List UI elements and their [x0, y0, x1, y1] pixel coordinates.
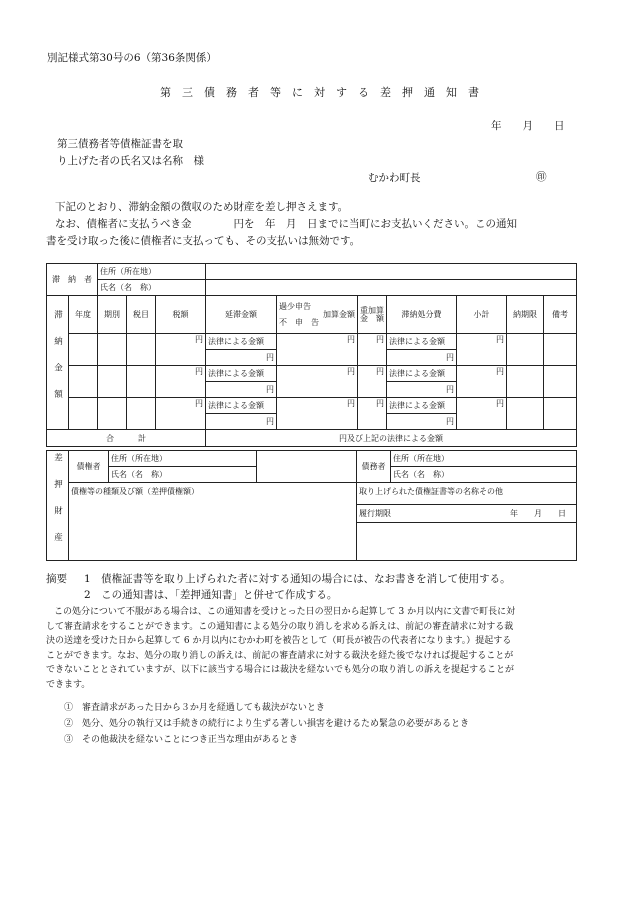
subtotal-yen: 円 — [457, 334, 507, 366]
taxpayer-name-value — [206, 280, 577, 296]
summary-label: 摘要 — [46, 573, 67, 585]
header-disposal-fee: 滞納処分費 — [387, 296, 457, 334]
sender-name: むかわ町長 — [368, 172, 421, 184]
heavy-yen: 円 — [358, 334, 387, 366]
header-subtotal: 小計 — [457, 296, 507, 334]
performance-date: 年 月 日 — [510, 509, 566, 518]
condition-item: ① 審査請求があった日から３か月を経過しても裁決がないとき — [64, 703, 325, 713]
total-text: 円及び上記の法律による金額 — [206, 430, 577, 447]
delinquency-legal: 法律による金額 — [206, 334, 277, 350]
seal-mark: ㊞ — [536, 171, 547, 183]
creditor-label: 債権者 — [69, 451, 109, 483]
header-tax-amount: 税額 — [156, 296, 206, 334]
recipient-line-2: り上げた者の氏名又は名称 様 — [57, 155, 204, 167]
fee-yen: 円 — [387, 414, 457, 430]
performance-deadline-row — [357, 505, 577, 523]
body-line-2: なお、債権者に支払うべき金 円を 年 月 日までに当町にお支払いください。この通知 — [55, 218, 517, 230]
page-title: 第 三 債 務 者 等 に 対 す る 差 押 通 知 書 — [160, 86, 479, 99]
header-delinquency: 延滞金額 — [206, 296, 277, 334]
delinquency-legal: 法律による金額 — [206, 366, 277, 382]
delinquency-yen: 円 — [206, 350, 277, 366]
arrears-label: 滞納金額 — [47, 296, 69, 430]
header-tax-item: 税目 — [127, 296, 156, 334]
header-year: 年度 — [69, 296, 98, 334]
delinquency-yen: 円 — [206, 382, 277, 398]
appeal-line: できます。 — [46, 679, 91, 690]
fee-yen: 円 — [387, 350, 457, 366]
form-reference: 別記様式第30号の6（第36条関係） — [47, 52, 217, 64]
appeal-notice-cont — [46, 620, 514, 693]
seizure-label: 差押財産 — [47, 451, 69, 561]
fee-yen: 円 — [387, 382, 457, 398]
certificate-name-label: 取り上げられた債権証書等の名称その他 — [357, 483, 577, 505]
arrears-table — [46, 263, 577, 447]
condition-item: ② 処分、処分の執行又は手続きの続行により生ずる著しい損害を避けるため緊急の必要があるとき — [64, 719, 470, 729]
appeal-notice — [54, 605, 515, 620]
header-remarks: 備考 — [544, 296, 577, 334]
creditor-address-label: 住所（所在地） — [109, 451, 257, 467]
claim-kind-label: 債権等の種類及び額（差押債権額） — [69, 483, 357, 561]
condition-list — [64, 700, 469, 748]
condition-item: ③ その他裁決を経ないことにつき正当な理由があるとき — [64, 735, 298, 745]
fee-legal: 法律による金額 — [387, 398, 457, 414]
performance-deadline-label: 履行期限 — [359, 509, 391, 518]
header-period: 期別 — [98, 296, 127, 334]
tax-amount-yen: 円 — [156, 398, 206, 430]
debtor-name-label: 氏名（名 称） — [391, 467, 577, 483]
heavy-yen: 円 — [358, 366, 387, 398]
heavy-yen: 円 — [358, 398, 387, 430]
appeal-line: できないこととされていますが、以下に該当する場合には裁決を経ないでも処分の取り消しの訴えを提起することが — [46, 665, 515, 675]
taxpayer-label: 滞 納 者 — [47, 264, 98, 296]
appeal-line: して審査請求をすることができます。この通知書による処分の取り消しを求める訴えは、前記の審査請求に対する裁 — [46, 621, 514, 632]
fee-legal: 法律による金額 — [387, 334, 457, 350]
subtotal-yen: 円 — [457, 366, 507, 398]
creditor-name-label: 氏名（名 称） — [109, 467, 257, 483]
underreport-yen: 円 — [277, 366, 358, 398]
table-row — [47, 334, 577, 350]
delinquency-yen: 円 — [206, 414, 277, 430]
taxpayer-name-label: 氏名（名 称） — [98, 280, 206, 296]
header-heavy-penalty: 重加算 金 額 — [358, 296, 387, 334]
body-line-1: 下記のとおり、滞納金額の徴収のため財産を差し押さえます。 — [55, 201, 349, 213]
debtor-label: 債務者 — [357, 451, 391, 483]
taxpayer-address-value — [206, 264, 577, 280]
fee-legal: 法律による金額 — [387, 366, 457, 382]
subtotal-yen: 円 — [457, 398, 507, 430]
tax-amount-yen: 円 — [156, 366, 206, 398]
debtor-address-label: 住所（所在地） — [391, 451, 577, 467]
delinquency-legal: 法律による金額 — [206, 398, 277, 414]
header-deadline: 納期限 — [507, 296, 544, 334]
taxpayer-address-label: 住所（所在地） — [98, 264, 206, 280]
underreport-yen: 円 — [277, 334, 358, 366]
summary-note-1: 1 債権証書等を取り上げられた者に対する通知の場合には、なお書きを消して使用する。 — [84, 573, 511, 585]
seizure-table — [46, 450, 577, 561]
recipient-line-1: 第三債務者等債権証書を取 — [57, 138, 183, 150]
tax-amount-yen: 円 — [156, 334, 206, 366]
appeal-line: ことができます。なお、処分の取り消しの訴えは、前記の審査請求に対する裁決を経た後でなければ提起することが — [46, 650, 514, 661]
underreport-yen: 円 — [277, 398, 358, 430]
summary-note-2: 2 この通知書は、「差押通知書」と併せて作成する。 — [84, 589, 338, 601]
table-row — [47, 398, 577, 414]
appeal-line: この処分について不服がある場合は、この通知書を受けとった日の翌日から起算して 3 か月以内に文書で町長に対 — [54, 607, 516, 617]
table-row — [47, 366, 577, 382]
total-label: 合 計 — [47, 430, 206, 447]
header-underreport: 過少申告 加算金額 不 申 告 — [277, 296, 358, 334]
appeal-line: 決の送達を受けた日から起算して 6 か月以内にむかわ町を被告として（町長が被告の代表者になります。）提起する — [46, 636, 512, 646]
body-line-3: 書を受け取った後に債権者に支払っても、その支払いは無効です。 — [46, 235, 361, 247]
date-line: 年 月 日 — [491, 120, 565, 132]
